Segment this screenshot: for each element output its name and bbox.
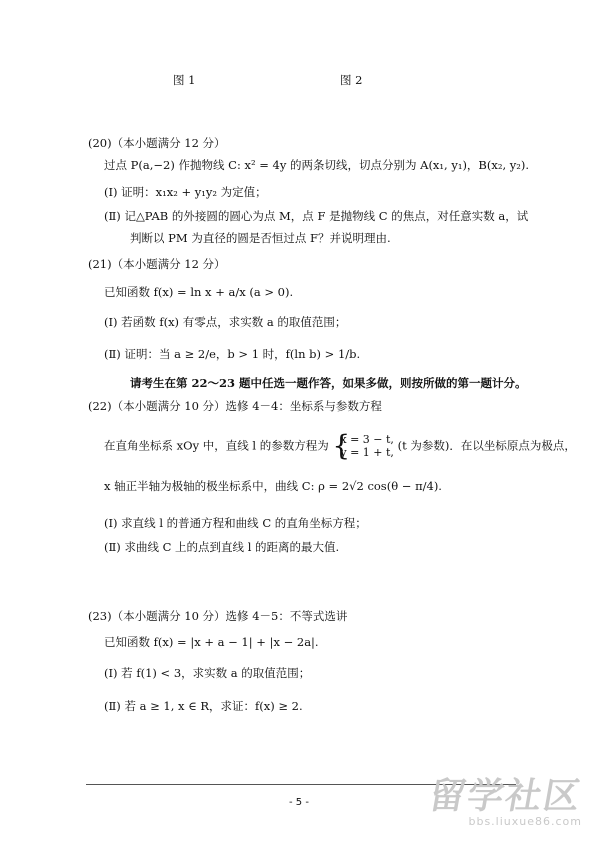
watermark (425, 768, 586, 828)
q23-part2: (Ⅱ) 若 a ≥ 1, x ∈ R，求证：f(x) ≥ 2. (104, 699, 303, 713)
parametric-system (332, 429, 394, 462)
optional-question-note: 请考生在第 22～23 题中任选一题作答，如果多做，则按所做的第一题计分。 (130, 376, 527, 390)
q22-part1: (Ⅰ) 求直线 l 的普通方程和曲线 C 的直角坐标方程； (104, 516, 367, 530)
q22-header: (22)（本小题满分 10 分）选修 4－4：坐标系与参数方程 (88, 399, 382, 413)
q21-stem: 已知函数 f(x) = ln x + a/x (a > 0). (104, 285, 294, 299)
page-number: - 5 - (289, 797, 309, 808)
figure-2-caption: 图 2 (340, 73, 363, 87)
q22-stem-part-a: 在直角坐标系 xOy 中，直线 l 的参数方程为 (104, 438, 329, 453)
q23-part1: (Ⅰ) 若 f(1) < 3，求实数 a 的取值范围； (104, 666, 311, 680)
param-eq-x: x = 3 − t, (340, 433, 394, 446)
watermark-url: bbs.liuxue86.com (468, 815, 582, 828)
q23-header: (23)（本小题满分 10 分）选修 4－5：不等式选讲 (88, 609, 348, 623)
figure-1-caption: 图 1 (173, 73, 196, 87)
q22-stem-line2: x 轴正半轴为极轴的极坐标系中，曲线 C: ρ = 2√2 cos(θ − π/4). (104, 479, 442, 493)
watermark-logo: 留学社区 (425, 776, 586, 817)
q21-part1: (Ⅰ) 若函数 f(x) 有零点，求实数 a 的取值范围； (104, 315, 347, 329)
left-brace-icon: { (332, 429, 351, 462)
q20-part2-line1: (Ⅱ) 记△PAB 的外接圆的圆心为点 M，点 F 是抛物线 C 的焦点，对任意实数 a，试 (104, 209, 529, 223)
q21-header: (21)（本小题满分 12 分） (88, 257, 226, 271)
q20-part2-line2: 判断以 PM 为直径的圆是否恒过点 F？并说明理由. (130, 231, 391, 245)
q20-header: (20)（本小题满分 12 分） (88, 136, 226, 150)
q21-part2: (Ⅱ) 证明：当 a ≥ 2/e，b > 1 时，f(ln b) > 1/b. (104, 347, 361, 361)
q20-part1: (Ⅰ) 证明：x₁x₂ + y₁y₂ 为定值； (104, 185, 267, 199)
q23-stem: 已知函数 f(x) = |x + a − 1| + |x − 2a|. (104, 635, 319, 649)
q22-part2: (Ⅱ) 求曲线 C 上的点到直线 l 的距离的最大值. (104, 540, 340, 554)
q20-stem: 过点 P(a,−2) 作抛物线 C: x² = 4y 的两条切线，切点分别为 A(x₁, y₁)，B(x₂, y₂). (104, 158, 530, 172)
q22-stem-line1 (104, 429, 576, 462)
param-eq-y: y = 1 + t, (340, 446, 394, 459)
q22-stem-part-b: (t 为参数)．在以坐标原点为极点， (397, 438, 576, 453)
